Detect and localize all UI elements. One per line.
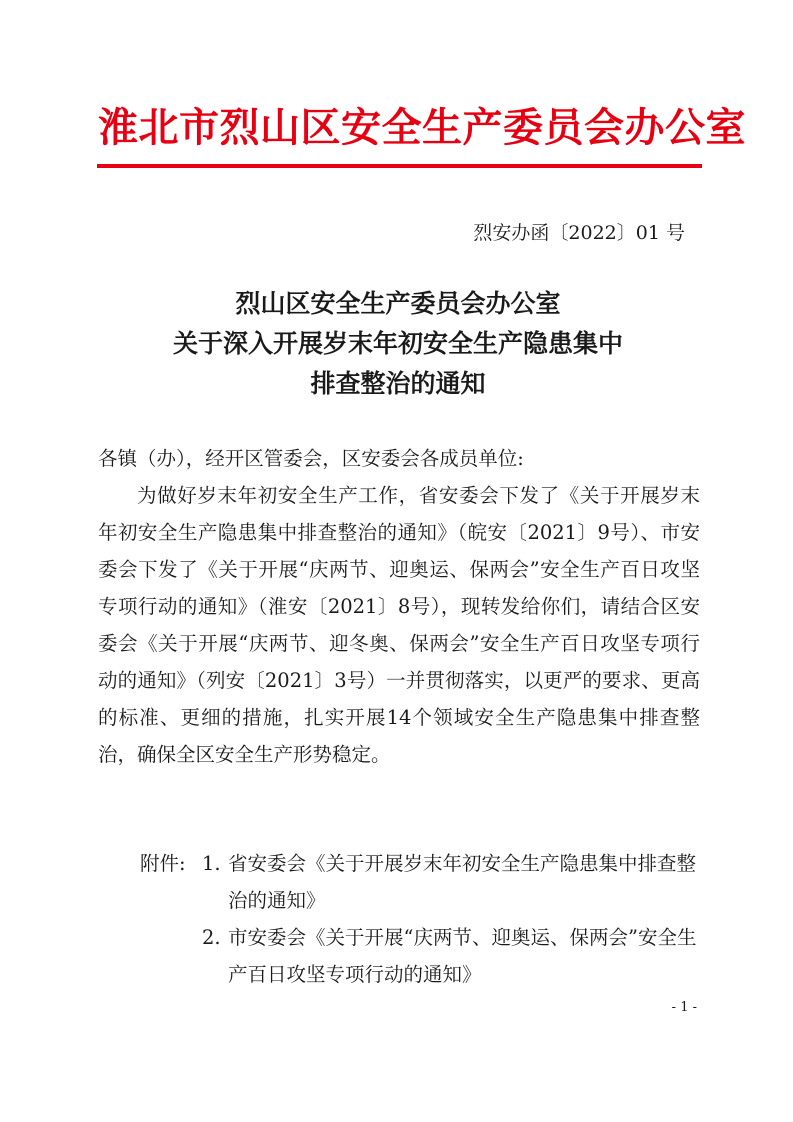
attachments-label: 附件:: [140, 852, 186, 875]
attachment-item-2: [202, 919, 700, 993]
salutation: 各镇（办），经开区管委会，区安委会各成员单位:: [98, 447, 524, 470]
title-line-2: 关于深入开展岁末年初安全生产隐患集中: [172, 329, 623, 358]
attachment-number: 1.: [202, 852, 221, 875]
attachment-item-1: [202, 845, 700, 919]
title-line-3: 排查整治的通知: [310, 369, 486, 398]
attachment-number: 2.: [202, 926, 221, 949]
document-number: 烈安办函〔2022〕01 号: [473, 222, 685, 244]
document-body: [98, 440, 700, 773]
body-paragraph: 为做好岁末年初安全生产工作，省安委会下发了《关于开展岁末年初安全生产隐患集中排查整治的通知》（皖安〔2021〕9号）、市安委会下发了《关于开展“庆两节、迎奥运、保两会”安全生产百日攻坚专项行动的通知》（淮安〔2021〕8号），现转发给你们，请结合区安委会《关于开展“庆两节、迎冬奥、保两会”安全生产百日攻坚专项行动的通知》（列安〔2021〕3号）一并贯彻落实，以更严的要求、更高的标准、更细的措施，扎实开展14个领域安全生产隐患集中排查整治，确保全区安全生产形势稳定。: [98, 484, 700, 766]
attachments-list: [140, 845, 700, 993]
attachment-text: 省安委会《关于开展岁末年初安全生产隐患集中排查整治的通知》: [228, 852, 697, 912]
attachment-text: 市安委会《关于开展“庆两节、迎奥运、保两会”安全生产百日攻坚专项行动的通知》: [228, 926, 697, 986]
red-header-rule: [97, 164, 702, 168]
issuing-office-title: 淮北市烈山区安全生产委员会办公室: [98, 104, 746, 151]
document-title: [98, 284, 698, 404]
title-line-1: 烈山区安全生产委员会办公室: [235, 289, 561, 318]
attachment-items: [202, 845, 700, 993]
page-number: - 1 -: [671, 1000, 697, 1015]
